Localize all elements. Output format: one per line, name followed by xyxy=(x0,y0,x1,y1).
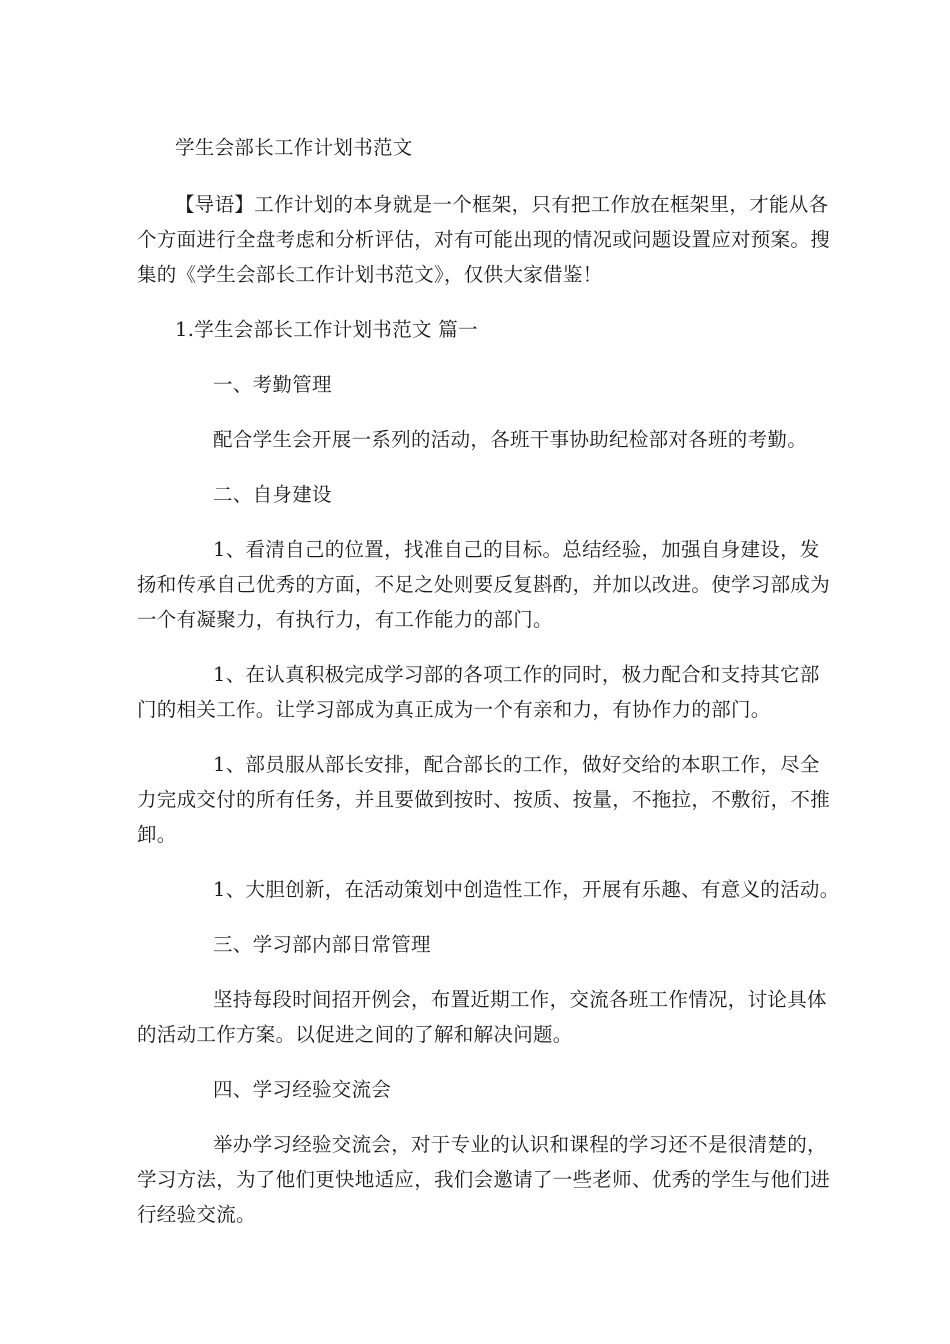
intro-line-3: 集的《学生会部长工作计划书范文》，仅供大家借鉴！ xyxy=(137,263,603,286)
heading-experience-exchange: 四、学习经验交流会 xyxy=(213,1078,392,1101)
daily-line-1: 坚持每段时间招开例会，布置近期工作，交流各班工作情况，讨论具体 xyxy=(213,988,827,1011)
self-item-1-line-3: 一个有凝聚力，有执行力，有工作能力的部门。 xyxy=(137,608,553,631)
exchange-line-2: 学习方法，为了他们更快地适应，我们会邀请了一些老师、优秀的学生与他们进 xyxy=(137,1168,831,1191)
section-heading: 1.学生会部长工作计划书范文 篇一 xyxy=(175,318,478,341)
heading-attendance: 一、考勤管理 xyxy=(213,373,332,396)
paragraph-attendance: 配合学生会开展一系列的活动，各班干事协助纪检部对各班的考勤。 xyxy=(213,428,808,451)
heading-self-building: 二、自身建设 xyxy=(213,483,332,506)
self-item-2-line-2: 门的相关工作。让学习部成为真正成为一个有亲和力，有协作力的部门。 xyxy=(137,698,771,721)
exchange-line-1: 举办学习经验交流会，对于专业的认识和课程的学习还不是很清楚的， xyxy=(213,1133,827,1156)
self-item-3-line-3: 卸。 xyxy=(137,823,177,846)
intro-line-2: 个方面进行全盘考虑和分析评估，对有可能出现的情况或问题设置应对预案。搜 xyxy=(137,228,831,251)
self-item-4: 1、大胆创新，在活动策划中创造性工作，开展有乐趣、有意义的活动。 xyxy=(213,878,840,901)
self-item-3-line-2: 力完成交付的所有任务，并且要做到按时、按质、按量，不拖拉，不敷衍，不推 xyxy=(137,788,831,811)
exchange-line-3: 行经验交流。 xyxy=(137,1203,256,1226)
self-item-2-line-1: 1、在认真积极完成学习部的各项工作的同时，极力配合和支持其它部 xyxy=(213,663,820,686)
self-item-1-line-2: 扬和传承自己优秀的方面，不足之处则要反复斟酌，并加以改进。使学习部成为 xyxy=(137,573,831,596)
document-title: 学生会部长工作计划书范文 xyxy=(175,136,413,159)
self-item-1-line-1: 1、看清自己的位置，找准自己的目标。总结经验，加强自身建设，发 xyxy=(213,538,820,561)
daily-line-2: 的活动工作方案。以促进之间的了解和解决问题。 xyxy=(137,1023,573,1046)
heading-daily-management: 三、学习部内部日常管理 xyxy=(213,933,431,956)
self-item-3-line-1: 1、部员服从部长安排，配合部长的工作，做好交给的本职工作，尽全 xyxy=(213,753,820,776)
intro-line-1: 【导语】工作计划的本身就是一个框架，只有把工作放在框架里，才能从各 xyxy=(175,193,829,216)
